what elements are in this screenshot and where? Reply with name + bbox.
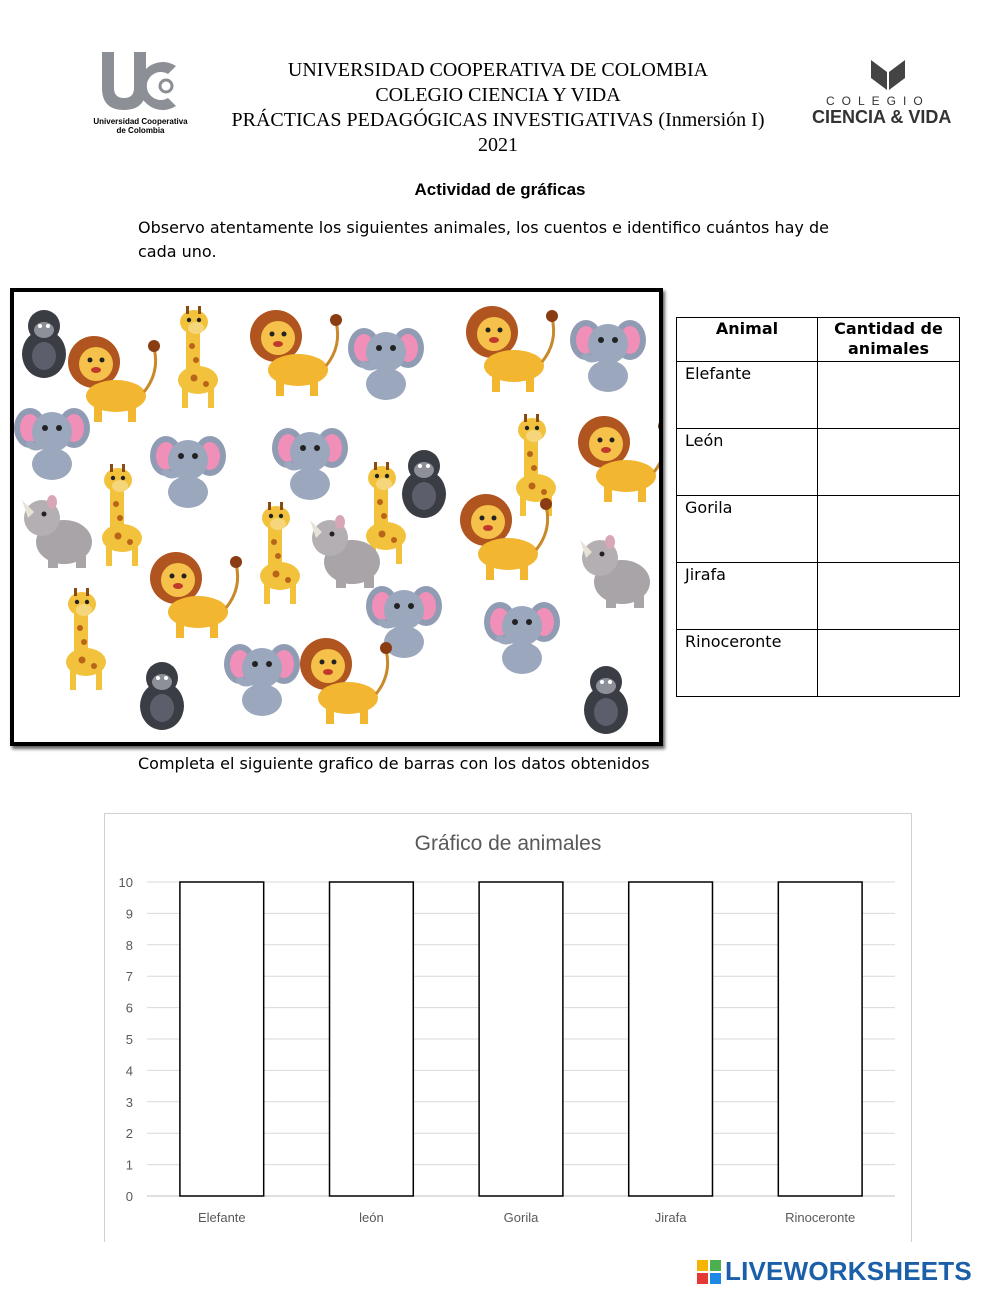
header-university: UNIVERSIDAD COOPERATIVA DE COLOMBIA <box>287 59 709 81</box>
y-tick-label: 2 <box>125 1126 133 1142</box>
document-header <box>200 58 796 158</box>
elephant-illustration <box>366 586 442 658</box>
x-tick-label: Gorila <box>503 1210 539 1225</box>
table-row <box>677 429 960 496</box>
header-program: PRÁCTICAS PEDAGÓGICAS INVESTIGATIVAS (Inmersión I) <box>231 109 765 131</box>
bar-león <box>330 882 414 1196</box>
elephant-illustration <box>570 320 646 392</box>
giraffe-illustration <box>66 588 106 690</box>
table-header-row <box>677 318 960 362</box>
header-school: COLEGIO CIENCIA Y VIDA <box>375 84 621 106</box>
elephant-illustration <box>272 428 348 500</box>
table-header-quantity: Cantidad de animales <box>818 318 960 362</box>
ccv-logo-small: COLEGIO <box>826 94 930 108</box>
bar-gorila <box>479 882 563 1196</box>
elephant-illustration <box>224 644 300 716</box>
y-tick-label: 6 <box>125 1000 133 1016</box>
ccv-logo <box>808 58 968 132</box>
liveworksheets-brand: LIVEWORKSHEETS <box>725 1256 972 1286</box>
lion-illustration <box>250 310 342 396</box>
lion-illustration <box>300 638 392 724</box>
elephant-illustration <box>348 328 424 400</box>
ucc-logo-text: Universidad Cooperativa de Colombia <box>93 117 188 135</box>
animals-picture <box>10 288 663 746</box>
lion-illustration <box>460 494 552 580</box>
ucc-logo <box>88 48 193 140</box>
giraffe-illustration <box>260 502 300 604</box>
bar-rinoceronte <box>778 882 862 1196</box>
y-tick-label: 3 <box>125 1094 133 1110</box>
x-tick-label: Rinoceronte <box>785 1210 856 1225</box>
table-cell-animal: Jirafa <box>677 563 818 630</box>
table-row <box>677 563 960 630</box>
lion-illustration <box>466 306 558 392</box>
table-row <box>677 630 960 697</box>
gorilla-illustration <box>584 666 628 734</box>
x-tick-label: Jirafa <box>654 1210 687 1225</box>
elephant-illustration <box>150 436 226 508</box>
table-row <box>677 362 960 429</box>
activity-title: Actividad de gráficas <box>414 180 586 199</box>
table-cell-animal: Elefante <box>677 362 818 429</box>
y-tick-label: 10 <box>118 875 133 890</box>
quantity-input-cell[interactable] <box>818 429 960 496</box>
quantity-input-cell[interactable] <box>818 362 960 429</box>
y-tick-label: 4 <box>125 1063 133 1079</box>
giraffe-illustration <box>178 306 218 408</box>
table-cell-animal: Rinoceronte <box>677 630 818 697</box>
animal-count-table <box>676 317 960 697</box>
x-tick-label: Elefante <box>197 1210 246 1225</box>
lion-illustration <box>68 336 160 422</box>
elephant-illustration <box>484 602 560 674</box>
bar-chart-svg <box>105 814 911 1242</box>
y-tick-label: 5 <box>125 1032 133 1047</box>
table-row <box>677 496 960 563</box>
rhino-illustration <box>22 495 92 568</box>
bar-jirafa <box>629 882 713 1196</box>
y-tick-label: 1 <box>125 1157 133 1173</box>
ccv-logo-big: CIENCIA & VIDA <box>812 107 952 127</box>
quantity-input-cell[interactable] <box>818 496 960 563</box>
rhino-illustration <box>310 515 380 588</box>
y-tick-label: 0 <box>125 1189 133 1204</box>
table-header-animal: Animal <box>677 318 818 362</box>
giraffe-illustration <box>102 464 142 566</box>
lion-illustration <box>578 416 659 502</box>
y-tick-label: 7 <box>125 969 133 985</box>
quantity-input-cell[interactable] <box>818 563 960 630</box>
liveworksheets-icon <box>697 1260 723 1286</box>
chart-title: Gráfico de animales <box>414 832 602 855</box>
header-year: 2021 <box>478 134 518 156</box>
elephant-illustration <box>14 408 90 480</box>
lion-illustration <box>150 552 242 638</box>
table-cell-animal: Gorila <box>677 496 818 563</box>
chart-instruction: Completa el siguiente grafico de barras con los datos obtenidos <box>138 754 650 773</box>
instruction-text: Observo atentamente los siguientes animales, los cuentos e identifico cuántos hay de cada uno. <box>138 218 829 261</box>
y-tick-label: 8 <box>125 937 133 953</box>
table-cell-animal: León <box>677 429 818 496</box>
book-icon <box>868 58 908 92</box>
y-tick-label: 9 <box>125 906 133 922</box>
bar-elefante <box>180 882 264 1196</box>
quantity-input-cell[interactable] <box>818 630 960 697</box>
gorilla-illustration <box>402 450 446 518</box>
gorilla-illustration <box>22 310 66 378</box>
rhino-illustration <box>580 535 650 608</box>
x-tick-label: león <box>359 1210 384 1225</box>
bar-chart <box>104 813 912 1242</box>
gorilla-illustration <box>140 662 184 730</box>
